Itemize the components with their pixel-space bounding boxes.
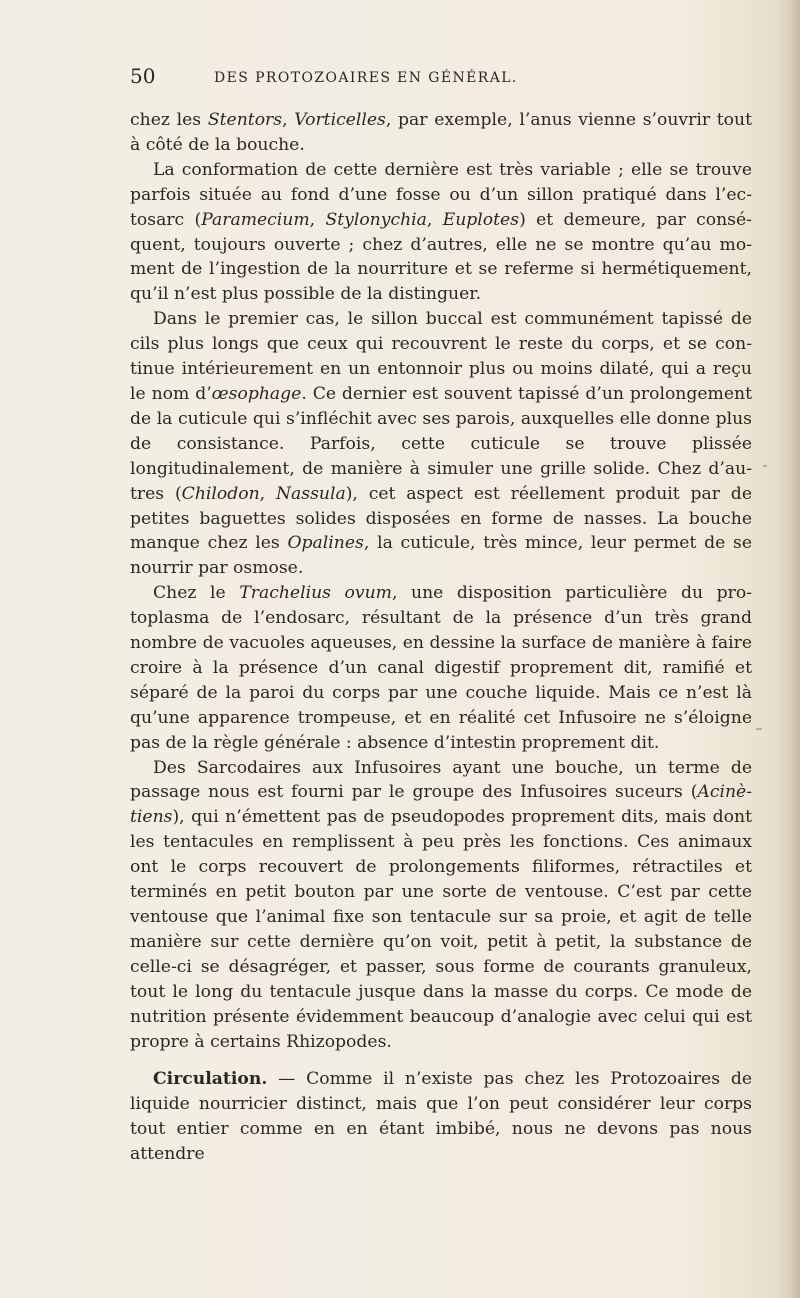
running-title: DES PROTOZOAIRES EN GÉNÉRAL. xyxy=(214,70,518,86)
text-run: . Ce dernier est souvent tapissé d’un prolongement de la cuticule qui s’infléchit avec ses parois, auxquelles elle donne plus de consistance. Parfois, cette cuticule se trouve plissée longitudinalement, de manière à simuler une grille solide. Chez d’autres ( xyxy=(130,383,752,504)
italic-term: Acinètiens xyxy=(130,782,752,828)
italic-term: Paramecium xyxy=(201,209,310,230)
italic-term: Trachelius ovum xyxy=(239,583,392,604)
paragraph xyxy=(130,581,752,755)
paragraph xyxy=(130,307,752,581)
italic-term: Chilodon xyxy=(181,483,260,504)
text-run: , xyxy=(426,209,443,230)
italic-term: Euplotes xyxy=(442,209,520,230)
italic-term: Nassula xyxy=(275,483,346,504)
section-paragraph xyxy=(130,1067,752,1167)
text-run: Des Sarcodaires aux Infusoires ayant une bouche, un terme de passage nous est fourni par le groupe des Infusoires suceurs ( xyxy=(130,757,752,803)
text-run: ) et demeure, par conséquent, toujours ouverte ; chez d’autres, elle ne se montre qu’au moment de l’ingestion de la nourriture et se referme si hermétiquement, qu’il n’est plus possible de la distinguer. xyxy=(130,209,752,305)
paragraph xyxy=(130,108,752,158)
margin-mark xyxy=(763,465,767,467)
text-run: ), cet aspect est réellement produit par de petites baguettes solides disposées en forme de nasses. La bouche manque chez les xyxy=(130,483,752,554)
text-run: ), qui n’émettent pas de pseudopodes proprement dits, mais dont les tentacules en remplissent à peu près les fonctions. Ces animaux ont le corps recouvert de prolongements filiformes, rétractiles et terminés en petit bouton par une sorte de ventouse. C’est par cette ventouse que l’animal fixe son tentacule sur sa proie, et agit de telle manière sur cette dernière qu’on voit, petit à petit, la substance de celle-ci se désagréger, et passer, sous forme de courants granuleux, tout le long du tentacule jusque dans la masse du corps. Ce mode de nutrition présente évidemment beaucoup d’analogie avec celui qui est propre à certains Rhizopodes. xyxy=(130,807,752,1052)
section-heading: Circulation. xyxy=(153,1069,268,1090)
text-run: , la cuticule, très mince, leur permet de se nourrir par osmose. xyxy=(130,533,752,579)
text-run: chez les xyxy=(130,110,208,130)
text-run: , xyxy=(259,483,276,504)
italic-term: Stentors xyxy=(207,110,283,130)
paragraph xyxy=(130,756,752,1055)
italic-term: Opalines xyxy=(287,533,364,554)
text-run: , une disposition particulière du protoplasma de l’endosarc, résultant de la présence d’un très grand nombre de vacuoles aqueuses, en dessine la surface de manière à faire croire à la présence d’un canal digestif proprement dit, ramifié et séparé de la paroi du corps par une couche liquide. Mais ce n’est là qu’une apparence trompeuse, et en réalité cet Infusoire ne s’éloigne pas de la règle générale : absence d’intestin proprement dit. xyxy=(130,583,753,753)
paragraph xyxy=(130,158,752,307)
page-edge-shadow xyxy=(778,0,800,1298)
text-run: Chez le xyxy=(153,583,240,604)
text-run: , xyxy=(309,209,326,230)
page-header xyxy=(130,64,730,94)
text-run: Dans le premier cas, le sillon buccal est communément tapissé de cils plus longs que ceux qui recouvrent le reste du corps, et se continue intérieurement en un entonnoir plus ou moins dilaté, qui a reçu le nom d’ xyxy=(130,309,752,404)
page-number: 50 xyxy=(130,64,156,88)
text-run: , xyxy=(282,110,295,130)
section-text: — Comme il n’existe pas chez les Protozoaires de liquide nourricier distinct, mais que l’on peut considérer leur corps tout entier comme en en étant imbibé, nous ne devons pas nous attendre xyxy=(130,1069,752,1165)
text-run: , par exemple, l’anus vienne s’ouvrir tout à côté de la bouche. xyxy=(130,110,752,155)
margin-mark xyxy=(756,728,762,730)
italic-term: Vorticelles xyxy=(294,110,386,130)
body-text xyxy=(130,108,752,1167)
italic-term: Stylonychia xyxy=(325,209,427,230)
text-run: La conformation de cette dernière est très variable ; elle se trouve parfois située au fond d’une fosse ou d’un sillon pratiqué dans l’ectosarc ( xyxy=(130,159,752,230)
italic-term: œsophage xyxy=(211,383,302,404)
